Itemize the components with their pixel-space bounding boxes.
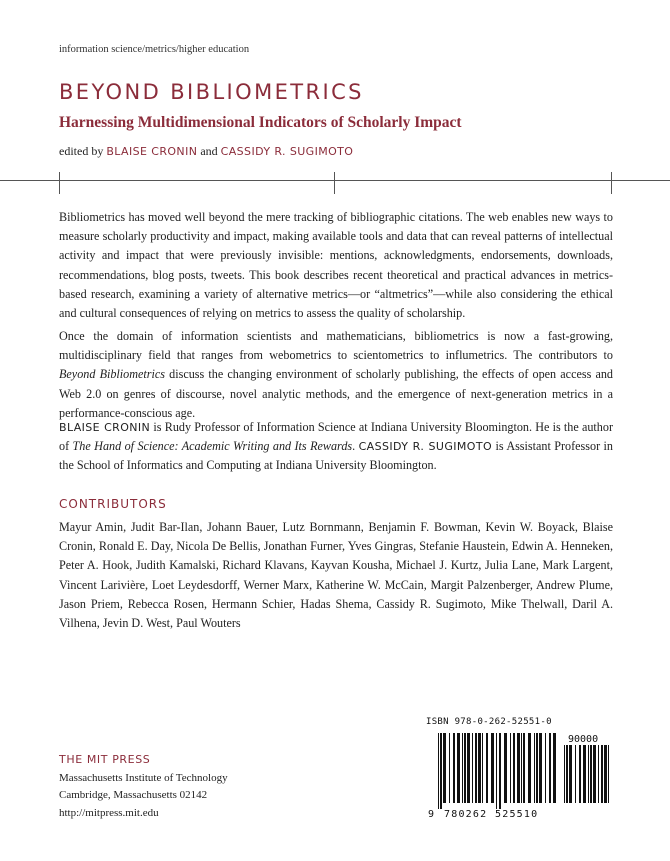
barcode-bar: [601, 745, 603, 803]
book-title: BEYOND BIBLIOMETRICS: [59, 80, 364, 104]
barcode-bar: [443, 733, 446, 803]
barcode-bar: [564, 745, 565, 803]
publisher-url: http://mitpress.mit.edu: [59, 807, 159, 820]
barcode-bar: [482, 733, 483, 803]
barcode-bar: [588, 745, 589, 803]
contributors-list: Mayur Amin, Judit Bar-Ilan, Johann Bauer, Lutz Bornmann, Benjamin F. Bowman, Kevin W. Boyack, Blaise Cronin, Ronald E. Day, Nicola De Bellis, Jonathan Furner, Yves Gingras, Stefanie Haustein, Edwin A. Henneken, Peter A. Hook, Judith Kamalski, Richard Klavans, Kayvan Kousha, Michael J. Kurtz, Julia Lane, Mark Largent, Vincent Larivière, Loet Leydesdorff, Werner Marx, Katherine W. McCain, Margit Palzenberger, Andrew Plume, Jason Priem, Rebecca Rosen, Hermann Schier, Hadas Shema, Cassidy R. Sugimoto, Mike Thelwall, Daril A. Vilhena, Jevin D. West, Paul Wouters: [59, 520, 613, 631]
publisher-address-line-2: Cambridge, Massachusetts 02142: [59, 789, 208, 802]
barcode: [426, 733, 616, 819]
publisher-block: [59, 751, 228, 823]
barcode-bar: [491, 733, 494, 803]
barcode-addon-digits: 90000: [568, 734, 599, 745]
publisher-address-line-1: Massachusetts Institute of Technology: [59, 771, 228, 784]
bio-text-2: is Assistant Professor in the School of Informatics and Computing at Indiana University Bloomington.: [59, 439, 613, 473]
barcode-bar: [499, 733, 501, 809]
barcode-bar: [523, 733, 525, 803]
barcode-bar: [569, 745, 572, 803]
bio-name-2: CASSIDY R. SUGIMOTO: [358, 440, 493, 454]
barcode-bar: [583, 745, 586, 803]
barcode-bar: [553, 733, 556, 803]
barcode-bar: [536, 733, 538, 803]
barcode-bar: [517, 733, 520, 803]
horizontal-rule: [0, 180, 670, 181]
isbn-label: ISBN 978-0-262-52551-0: [426, 717, 552, 727]
barcode-graphic: [426, 733, 616, 819]
barcode-bar: [467, 733, 470, 803]
editors-prefix: edited by: [59, 144, 104, 158]
barcode-bar: [545, 733, 546, 803]
barcode-digits-group-1: 780262: [444, 809, 488, 819]
barcode-bar: [521, 733, 522, 803]
barcode-bar: [478, 733, 481, 803]
description-paragraph-2: [59, 327, 613, 423]
barcode-bar: [608, 745, 609, 803]
barcode-bar: [440, 733, 442, 809]
barcode-bar: [513, 733, 515, 803]
barcode-bar: [486, 733, 488, 803]
barcode-digits-group-2: 525510: [495, 809, 539, 819]
contributors-heading: CONTRIBUTORS: [59, 497, 167, 511]
barcode-bar: [593, 745, 596, 803]
barcode-bar: [575, 745, 576, 803]
barcode-bar: [528, 733, 531, 803]
editors-line: [59, 144, 353, 159]
rule-tick-center: [334, 172, 335, 194]
editor-name-1: BLAISE CRONIN: [106, 145, 198, 158]
editors-joiner: and: [200, 144, 218, 158]
barcode-bar: [590, 745, 592, 803]
rule-tick-right: [611, 172, 612, 194]
bio-text-1: is Rudy Professor of Information Science at Indiana University Bloomington. He is the author of: [59, 420, 613, 454]
barcode-bar: [464, 733, 466, 803]
author-bios: [59, 418, 613, 476]
barcode-bar: [579, 745, 581, 803]
bio-name-1: BLAISE CRONIN: [59, 421, 151, 434]
bio-book-title: The Hand of Science: Academic Writing and Its Rewards: [72, 439, 353, 454]
barcode-bar: [598, 745, 599, 803]
barcode-bar: [462, 733, 463, 803]
barcode-bar: [449, 733, 450, 803]
subject-category: information science/metrics/higher education: [59, 44, 250, 55]
barcode-bar: [549, 733, 551, 803]
book-title-italic: Beyond Bibliometrics: [59, 367, 165, 382]
barcode-lead-digit: 9: [428, 809, 435, 819]
bio-period: .: [352, 439, 356, 454]
description-paragraph-2-end: discuss the changing environment of scholarly publishing, the effects of open access and Web 2.0 on genres of discourse, novel analytic methods, and the emergence of next-generation metrics in a performance-conscious age.: [59, 367, 613, 420]
barcode-bar: [534, 733, 535, 803]
barcode-bar: [496, 733, 497, 809]
rule-tick-left: [59, 172, 60, 194]
barcode-bar: [604, 745, 607, 803]
barcode-bar: [475, 733, 477, 803]
barcode-bar: [438, 733, 439, 809]
editor-name-2: CASSIDY R. SUGIMOTO: [220, 145, 354, 158]
publisher-name: THE MIT PRESS: [59, 753, 151, 766]
description-paragraph-2-start: Once the domain of information scientists and mathematicians, bibliometrics is now a fast-growing, multidisciplinary field that ranges from webometrics to scientometrics to influmetrics. The contributors to: [59, 329, 613, 363]
book-subtitle: Harnessing Multidimensional Indicators of Scholarly Impact: [59, 114, 462, 131]
barcode-bar: [566, 745, 568, 803]
barcode-bar: [510, 733, 511, 803]
barcode-bar: [504, 733, 507, 803]
barcode-bar: [457, 733, 460, 803]
barcode-bar: [539, 733, 542, 803]
barcode-bar: [472, 733, 473, 803]
description-paragraph-1: Bibliometrics has moved well beyond the mere tracking of bibliographic citations. The web enables new ways to measure scholarly productivity and impact, making available tools and data that can reveal patterns of intellectual activity and impact that were previously invisible: mentions, acknowledgments, endorsements, downloads, recommendations, blog posts, tweets. This book describes recent theoretical and practical advances in metrics-based research, examining a variety of alternative metrics—or “altmetrics”—while also considering the ethical and cultural consequences of relying on metrics to assess the quality of scholarship.: [59, 210, 613, 321]
barcode-bar: [453, 733, 455, 803]
